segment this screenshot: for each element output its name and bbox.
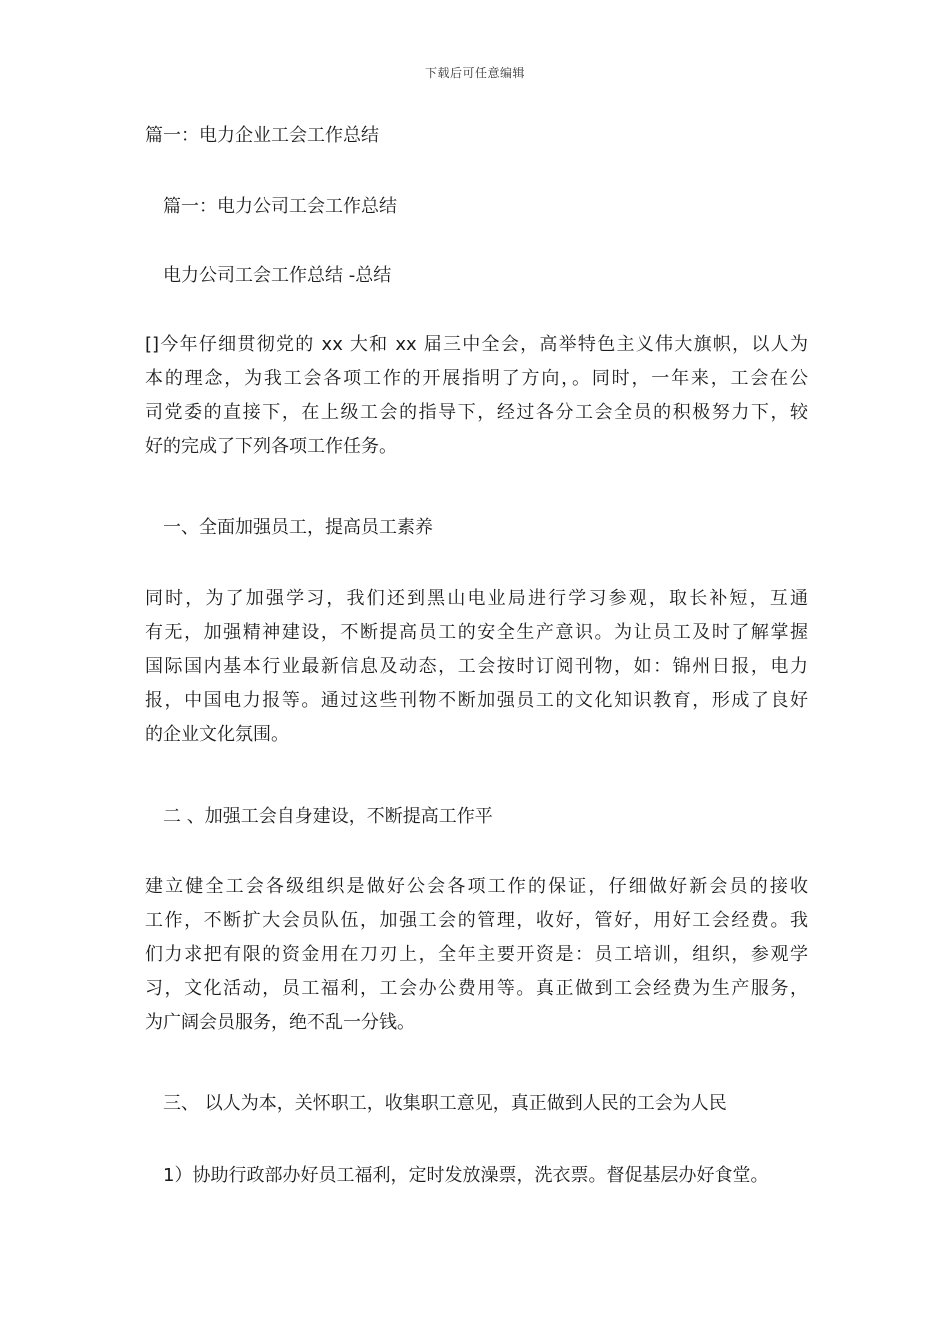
- paragraph-line: 建立健全工会各级组织是做好公会各项工作的保证，仔细做好新会员的接收: [145, 876, 808, 897]
- section-1-paragraph: [145, 582, 808, 752]
- paragraph-line: 同时，为了加强学习，我们还到黑山电业局进行学习参观，取长补短，互通: [145, 588, 808, 609]
- section-2-heading: 二 、加强工会自身建设，不断提高工作平: [163, 806, 493, 827]
- section-2-paragraph: [145, 870, 808, 1040]
- page-header-note: 下载后可任意编辑: [424, 66, 525, 80]
- paragraph-line: 的企业文化氛围。: [145, 724, 289, 745]
- paragraph-line: 为广阔会员服务，绝不乱一分钱。: [145, 1012, 415, 1033]
- section-3-heading: 三、 以人为本，关怀职工，收集职工意见，真正做到人民的工会为人民: [163, 1093, 727, 1114]
- paragraph-line: 司党委的直接下，在上级工会的指导下，经过各分工会全员的积极努力下，较: [145, 402, 808, 423]
- paragraph-line: 有无，加强精神建设，不断提高员工的安全生产意识。为让员工及时了解掌握: [145, 622, 808, 643]
- section-3-item-1: 1）协助行政部办好员工福利，定时发放澡票，洗衣票。督促基层办好食堂。: [163, 1165, 769, 1186]
- paragraph-line: []今年仔细贯彻党的 xx 大和 xx 届三中全会，高举特色主义伟大旗帜，以人为: [145, 334, 808, 355]
- intro-paragraph: [145, 328, 808, 464]
- document-subtitle-2: 电力公司工会工作总结 -总结: [163, 265, 392, 286]
- paragraph-line: 工作，不断扩大会员队伍，加强工会的管理，收好，管好，用好工会经费。我: [145, 910, 808, 931]
- paragraph-line: 习，文化活动，员工福利，工会办公费用等。真正做到工会经费为生产服务，: [145, 978, 808, 999]
- document-title: 篇一：电力企业工会工作总结: [145, 125, 379, 146]
- paragraph-line: 国际国内基本行业最新信息及动态，工会按时订阅刊物，如：锦州日报，电力: [145, 656, 808, 677]
- document-subtitle: 篇一：电力公司工会工作总结: [163, 196, 397, 217]
- paragraph-line: 们力求把有限的资金用在刀刃上，全年主要开资是：员工培训，组织，参观学: [145, 944, 808, 965]
- paragraph-line: 报，中国电力报等。通过这些刊物不断加强员工的文化知识教育，形成了良好: [145, 690, 808, 711]
- paragraph-line: 本的理念，为我工会各项工作的开展指明了方向，。同时，一年来，工会在公: [145, 368, 808, 389]
- paragraph-line: 好的完成了下列各项工作任务。: [145, 436, 397, 457]
- section-1-heading: 一、全面加强员工，提高员工素养: [163, 517, 433, 538]
